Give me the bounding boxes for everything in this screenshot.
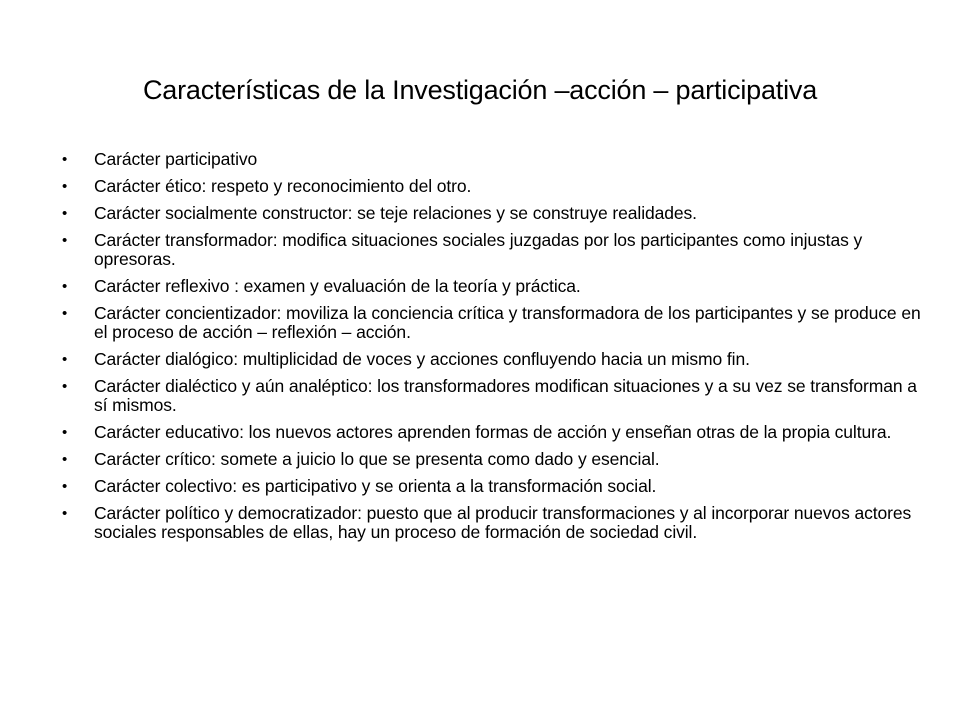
bullet-item [62,423,922,442]
bullet-item [62,150,922,169]
bullet-item [62,177,922,196]
bullet-text: Carácter crítico: somete a juicio lo que se presenta como dado y esencial. [94,449,660,469]
bullet-item [62,377,922,415]
bullet-item [62,350,922,369]
bullet-icon: • [62,505,68,522]
bullet-item [62,277,922,296]
bullet-text: Carácter reflexivo : examen y evaluación de la teoría y práctica. [94,276,581,296]
bullet-text: Carácter dialéctico y aún analéptico: los transformadores modifican situaciones y a su vez se transforman a sí mismos. [94,376,917,415]
bullet-text: Carácter dialógico: multiplicidad de voces y acciones confluyendo hacia un mismo fin. [94,349,750,369]
bullet-icon: • [62,205,68,222]
bullet-text: Carácter ético: respeto y reconocimiento del otro. [94,176,472,196]
bullet-item [62,477,922,496]
bullet-text: Carácter socialmente constructor: se teje relaciones y se construye realidades. [94,203,697,223]
bullet-item [62,231,922,269]
bullet-text: Carácter político y democratizador: puesto que al producir transformaciones y al incorporar nuevos actores sociales responsables de ellas, hay un proceso de formación de sociedad civil. [94,503,912,542]
slide-title: Características de la Investigación –acción – participativa [142,75,818,105]
bullet-icon: • [62,351,68,368]
bullet-icon: • [62,278,68,295]
bullet-text: Carácter educativo: los nuevos actores aprenden formas de acción y enseñan otras de la propia cultura. [94,422,892,442]
bullet-icon: • [62,178,68,195]
bullet-icon: • [62,232,68,249]
bullet-item [62,304,922,342]
bullet-item [62,204,922,223]
bullet-icon: • [62,451,68,468]
bullet-text: Carácter participativo [94,149,258,169]
bullet-text: Carácter concientizador: moviliza la conciencia crítica y transformadora de los participantes y se produce en el proceso de acción – reflexión – acción. [94,303,921,342]
bullet-list [62,150,922,550]
bullet-icon: • [62,305,68,322]
bullet-text: Carácter colectivo: es participativo y se orienta a la transformación social. [94,476,657,496]
bullet-text: Carácter transformador: modifica situaciones sociales juzgadas por los participantes como injustas y opresoras. [94,230,863,269]
bullet-icon: • [62,478,68,495]
bullet-icon: • [62,424,68,441]
bullet-icon: • [62,378,68,395]
bullet-icon: • [62,151,68,168]
bullet-item [62,450,922,469]
bullet-item [62,504,922,542]
